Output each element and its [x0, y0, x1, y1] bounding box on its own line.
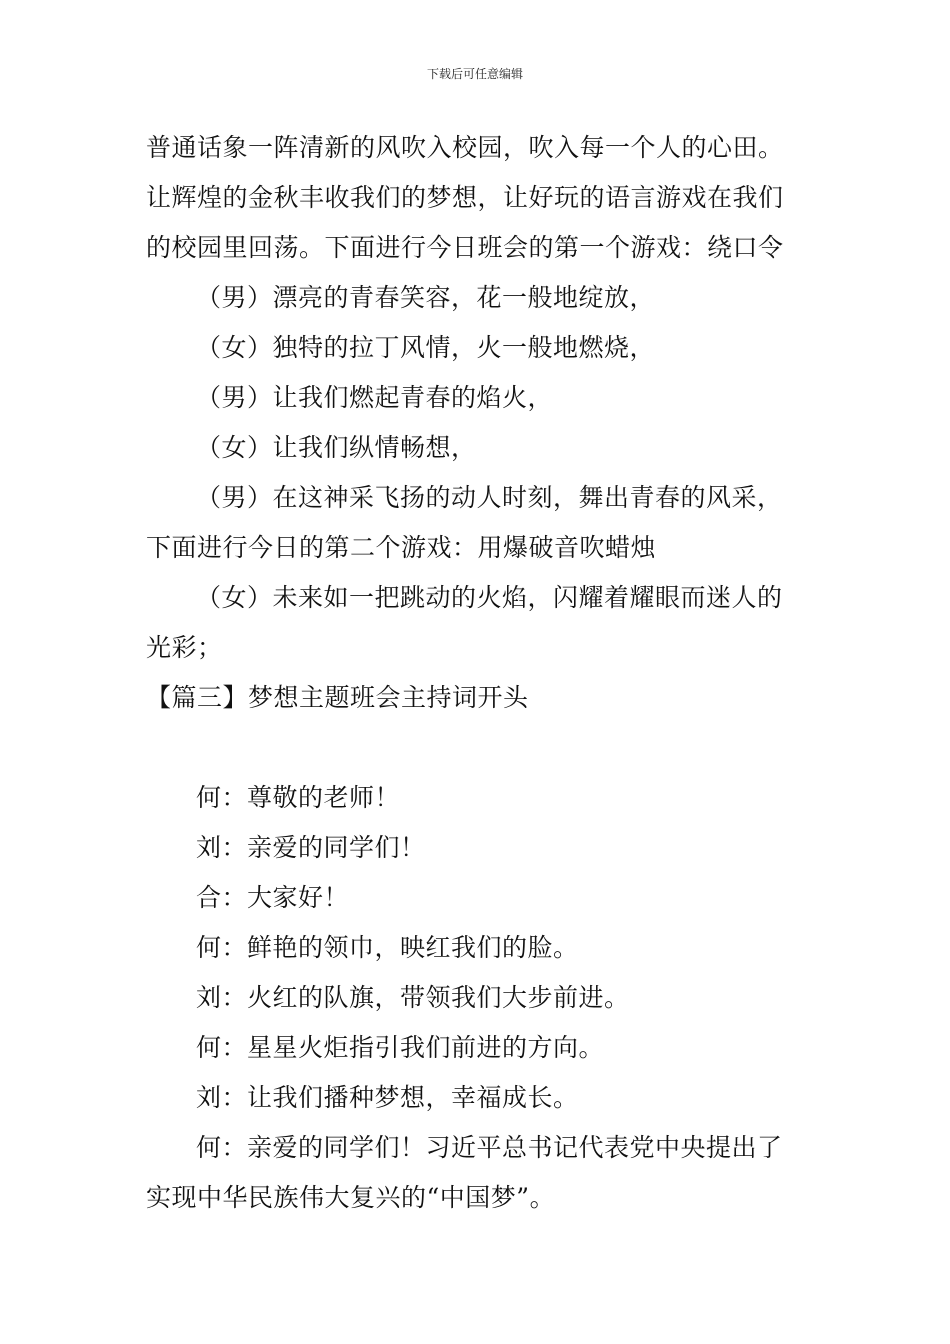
dialogue-line: 合：大家好！	[196, 883, 350, 912]
dialogue-line: 何：亲爱的同学们！习近平总书记代表党中央提出了	[196, 1133, 783, 1162]
dialogue-line: 何：鲜艳的领巾，映红我们的脸。	[196, 933, 579, 962]
dialogue-line: 刘：亲爱的同学们！	[196, 833, 426, 862]
paragraph-line: 下面进行今日的第二个游戏：用爆破音吹蜡烛	[146, 533, 657, 562]
paragraph-line: 光彩；	[146, 633, 223, 662]
dialogue-line: （女）让我们纵情畅想，	[196, 433, 477, 462]
dialogue-line: 何：星星火炬指引我们前进的方向。	[196, 1033, 605, 1062]
dialogue-line: 刘：火红的队旗，带领我们大步前进。	[196, 983, 630, 1012]
section-heading: 【篇三】梦想主题班会主持词开头	[146, 683, 529, 712]
paragraph-line: 让辉煌的金秋丰收我们的梦想，让好玩的语言游戏在我们	[146, 183, 784, 212]
paragraph-line: 实现中华民族伟大复兴的“中国梦”。	[146, 1183, 556, 1212]
dialogue-line: （男）漂亮的青春笑容，花一般地绽放，	[196, 283, 656, 312]
dialogue-line: （男）在这神采飞扬的动人时刻，舞出青春的风采，	[196, 483, 783, 512]
dialogue-line: 何：尊敬的老师！	[196, 783, 401, 812]
dialogue-line: （男）让我们燃起青春的焰火，	[196, 383, 554, 412]
dialogue-line: （女）独特的拉丁风情，火一般地燃烧，	[196, 333, 656, 362]
paragraph-line: 的校园里回荡。下面进行今日班会的第一个游戏：绕口令	[146, 233, 784, 262]
header-note: 下载后可任意编辑	[426, 67, 523, 81]
dialogue-line: 刘：让我们播种梦想，幸福成长。	[196, 1083, 579, 1112]
paragraph-line: 普通话象一阵清新的风吹入校园，吹入每一个人的心田。	[146, 133, 784, 162]
dialogue-line: （女）未来如一把跳动的火焰，闪耀着耀眼而迷人的	[196, 583, 783, 612]
